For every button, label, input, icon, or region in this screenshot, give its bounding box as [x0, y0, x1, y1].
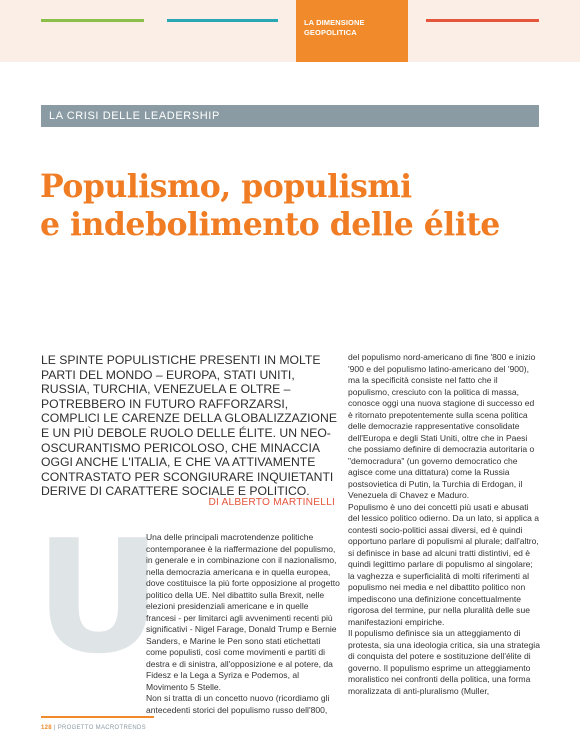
body-paragraph: Una delle principali macrotendenze politiche contemporanee è la riaffermazione del populismo, in generale e in combinazione con il nazionalismo, nella democrazia americana e in quella europea, dove costituisce la più forte opposizione al progetto politico della UE. Nel dibattito sulla Brexit, nelle elezioni presidenziali americane e in quelle francesi - per limitarci agli avvenimenti recenti più significativi - Nigel Farage, Donald Trump e Bernie Sanders, e Marine le Pen sono stati etichettati come populisti, così come movimenti e partiti di destra e di sinistra, all'opposizione e al potere, da Fidesz e la Lega a Syriza e Podemos, al Movimento 5 Stelle.: [146, 532, 340, 692]
lead-paragraph: LE SPINTE POPULISTICHE PRESENTI IN MOLTE PARTI DEL MONDO – EUROPA, STATI UNITI, RUSSIA, TURCHIA, VENEZUELA E OLTRE – POTREBBERO IN FUTURO RAFFORZARSI, COMPLICI LE CARENZE DELLA GLOBALIZZAZIONE E UN PIÙ DEBOLE RUOLO DELLE ÉLITE. UN NEO-OSCURANTISMO PERICOLOSO, CHE MINACCIA OGGI ANCHE L'ITALIA, E CHE VA ATTIVAMENTE CONTRASTATO PER SCONGIURARE INQUIETANTI DERIVE DI CARATTERE SOCIALE E POLITICO.: [41, 353, 337, 499]
body-column-1: [146, 532, 340, 716]
body-paragraph: Non si tratta di un concetto nuovo (ricordiamo gli antecedenti storici del populismo russo dell'800,: [146, 693, 330, 715]
header-rule-green: [41, 19, 144, 22]
publication-name: PROGETTO MACROTRENDS: [57, 725, 146, 731]
section-label-bar: [41, 105, 539, 127]
section-label: LA CRISI DELLE LEADERSHIP: [49, 110, 220, 122]
body-column-2: [348, 352, 540, 697]
header-rule-red: [426, 19, 539, 22]
footer-rule: [41, 716, 154, 718]
drop-cap: U: [35, 506, 162, 688]
body-paragraph: Il populismo definisce sia un atteggiamento di protesta, sia una ideologia critica, sia una strategia di conquista del potere e sostituzione dell'élite di governo. Il populismo esprime un atteggiamento moralistico nei confronti della politica, una forma moralizzata di anti-pluralismo (Muller,: [348, 628, 540, 696]
author-byline: DI ALBERTO MARTINELLI: [208, 497, 335, 508]
section-tab-label: LA DIMENSIONE GEOPOLITICA: [304, 18, 365, 37]
page-folio: 128 | PROGETTO MACROTRENDS: [41, 725, 146, 731]
body-paragraph: Populismo è uno dei concetti più usati e abusati del lessico politico odierno. Da un lato, si applica a contesti socio-politici assai diversi, ed è quindi opportuno parlare di populismi al plurale; dall'altro, si definisce in base ad alcuni tratti distintivi, ed è quindi legittimo parlare di populismo al singolare; la vaghezza e superficialità di molti riferimenti al populismo nei media e nel dibattito politico non impediscono una definizione concettualmente rigorosa del termine, pur nella pluralità delle sue manifestazioni empiriche.: [348, 501, 539, 627]
header-band: [0, 0, 580, 62]
article-title: Populismo, populismi e indebolimento delle élite: [40, 168, 500, 243]
section-tab[interactable]: [296, 0, 408, 62]
body-paragraph: del populismo nord-americano di fine '800 e inizio '900 e del populismo latino-americano del '900), ma la specificità consiste nel fatto che il populismo, cresciuto con la politica di massa, conosce oggi una nuova stagione di successo ed è ritornato prepotentemente sulla scena politica delle democrazie rappresentative consolidate dell'Europa e degli Stati Uniti, oltre che in Paesi che possiamo definire di democrazia autoritaria o "democradura" (un governo democratico che agisce come una dittatura) come la Russia postsovietica di Putin, la Turchia di Erdogan, il Venezuela di Chavez e Maduro.: [348, 352, 536, 500]
page-number: 128: [41, 725, 52, 731]
header-rule-teal: [167, 19, 278, 22]
